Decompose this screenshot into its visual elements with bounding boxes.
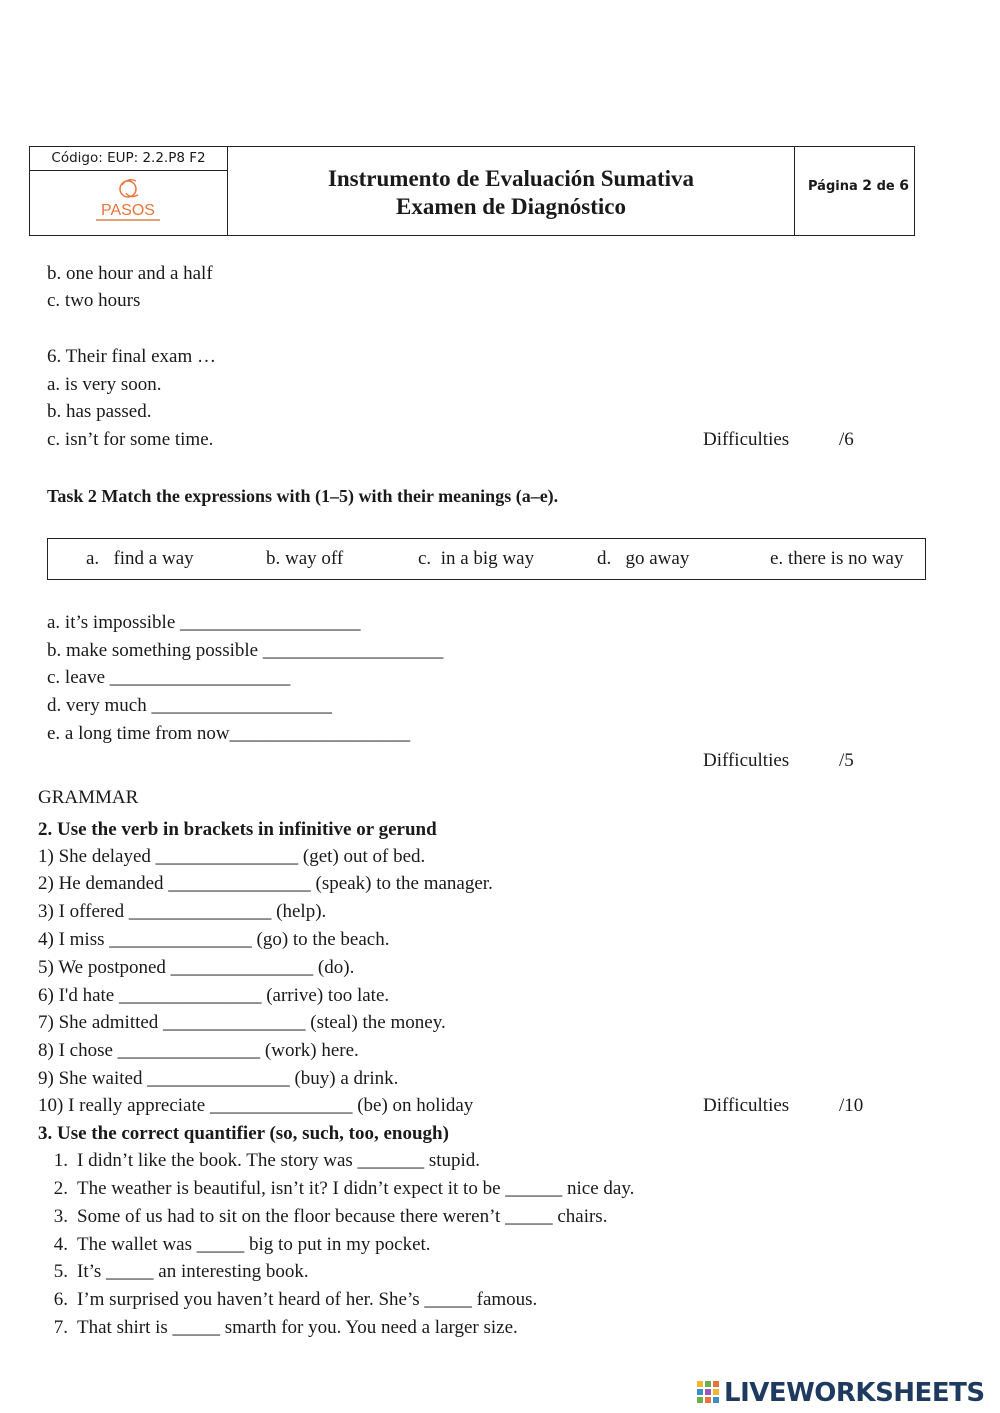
exercise2-score-label: Difficulties — [703, 1095, 790, 1116]
meaning-b: b. make something possible ___________________ — [47, 640, 444, 661]
expressions-box — [47, 538, 926, 580]
pasos-logo-text: PASOS — [101, 202, 155, 219]
exercise2-heading: 2. Use the verb in brackets in infinitive or gerund — [38, 819, 437, 840]
meaning-a: a. it’s impossible ___________________ — [47, 612, 361, 633]
expression-d: d. go away — [597, 548, 690, 569]
q6-option-b: b. has passed. — [47, 401, 152, 422]
meaning-e: e. a long time from now___________________ — [47, 723, 411, 744]
exercise2-item: 4) I miss _______________ (go) to the beach. — [38, 929, 390, 950]
expression-a: a. find a way — [86, 548, 194, 569]
header-left-cell — [30, 147, 228, 235]
task2-score-label: Difficulties — [703, 750, 790, 771]
liveworksheets-watermark — [696, 1378, 985, 1408]
exercise2-item: 3) I offered _______________ (help). — [38, 901, 327, 922]
q6-stem: 6. Their final exam … — [47, 346, 217, 367]
q5-option-b: b. one hour and a half — [47, 263, 213, 284]
exercise3-item: 3. Some of us had to sit on the floor because there weren’t _____ chairs. — [53, 1206, 608, 1227]
task1-score-label: Difficulties — [703, 429, 790, 450]
exercise2-item: 2) He demanded _______________ (speak) to the manager. — [38, 873, 493, 894]
exercise3-item: 5. It’s _____ an interesting book. — [53, 1261, 309, 1282]
exercise2-score-value: /10 — [839, 1095, 864, 1116]
header-title-cell — [228, 147, 795, 235]
expression-c: c. in a big way — [418, 548, 535, 569]
exercise3-heading: 3. Use the correct quantifier (so, such, too, enough) — [38, 1123, 449, 1144]
exercise2-item: 7) She admitted _______________ (steal) the money. — [38, 1012, 446, 1033]
header-title-line2: Examen de Diagnóstico — [396, 194, 626, 219]
q5-option-c: c. two hours — [47, 290, 141, 311]
page-indicator: Página 2 de 6 — [808, 178, 909, 194]
exercise3-item: 2. The weather is beautiful, isn’t it? I didn’t expect it to be ______ nice day. — [53, 1178, 635, 1199]
q6-option-c: c. isn’t for some time. — [47, 429, 214, 450]
liveworksheets-logo-icon — [696, 1378, 722, 1408]
document-code: Código: EUP: 2.2.P8 F2 — [30, 147, 227, 171]
header-title-line1: Instrumento de Evaluación Sumativa — [327, 166, 695, 191]
exercise2-item: 8) I chose _______________ (work) here. — [38, 1040, 359, 1061]
exercise2-item: 1) She delayed _______________ (get) out of bed. — [38, 846, 426, 867]
exercise3-item: 4. The wallet was _____ big to put in my pocket. — [53, 1234, 431, 1255]
exercise2-item: 6) I'd hate _______________ (arrive) too late. — [38, 985, 390, 1006]
task1-score-value: /6 — [839, 429, 854, 450]
expression-e: e. there is no way — [770, 548, 904, 569]
pasos-logo — [30, 171, 227, 235]
expression-b: b. way off — [266, 548, 344, 569]
exercise3-item: 7. That shirt is _____ smarth for you. You need a larger size. — [53, 1317, 518, 1338]
document-header — [29, 146, 915, 236]
exercise2-item: 5) We postponed _______________ (do). — [38, 957, 355, 978]
task2-heading: Task 2 Match the expressions with (1–5) with their meanings (a–e). — [47, 486, 559, 506]
exercise2-item: 9) She waited _______________ (buy) a drink. — [38, 1068, 399, 1089]
header-page-cell — [795, 147, 913, 235]
meaning-d: d. very much ___________________ — [47, 695, 332, 716]
meaning-c: c. leave ___________________ — [47, 667, 291, 688]
q6-option-a: a. is very soon. — [47, 374, 162, 395]
liveworksheets-brand-text: LIVEWORKSHEETS — [724, 1378, 985, 1408]
exercise3-item: 1. I didn’t like the book. The story was _______ stupid. — [53, 1150, 481, 1171]
grammar-section-title: GRAMMAR — [38, 787, 139, 808]
task2-score-value: /5 — [839, 750, 854, 771]
exercise3-item: 6. I’m surprised you haven’t heard of her. She’s _____ famous. — [53, 1289, 538, 1310]
exercise2-item: 10) I really appreciate _______________ (be) on holiday — [38, 1095, 474, 1116]
